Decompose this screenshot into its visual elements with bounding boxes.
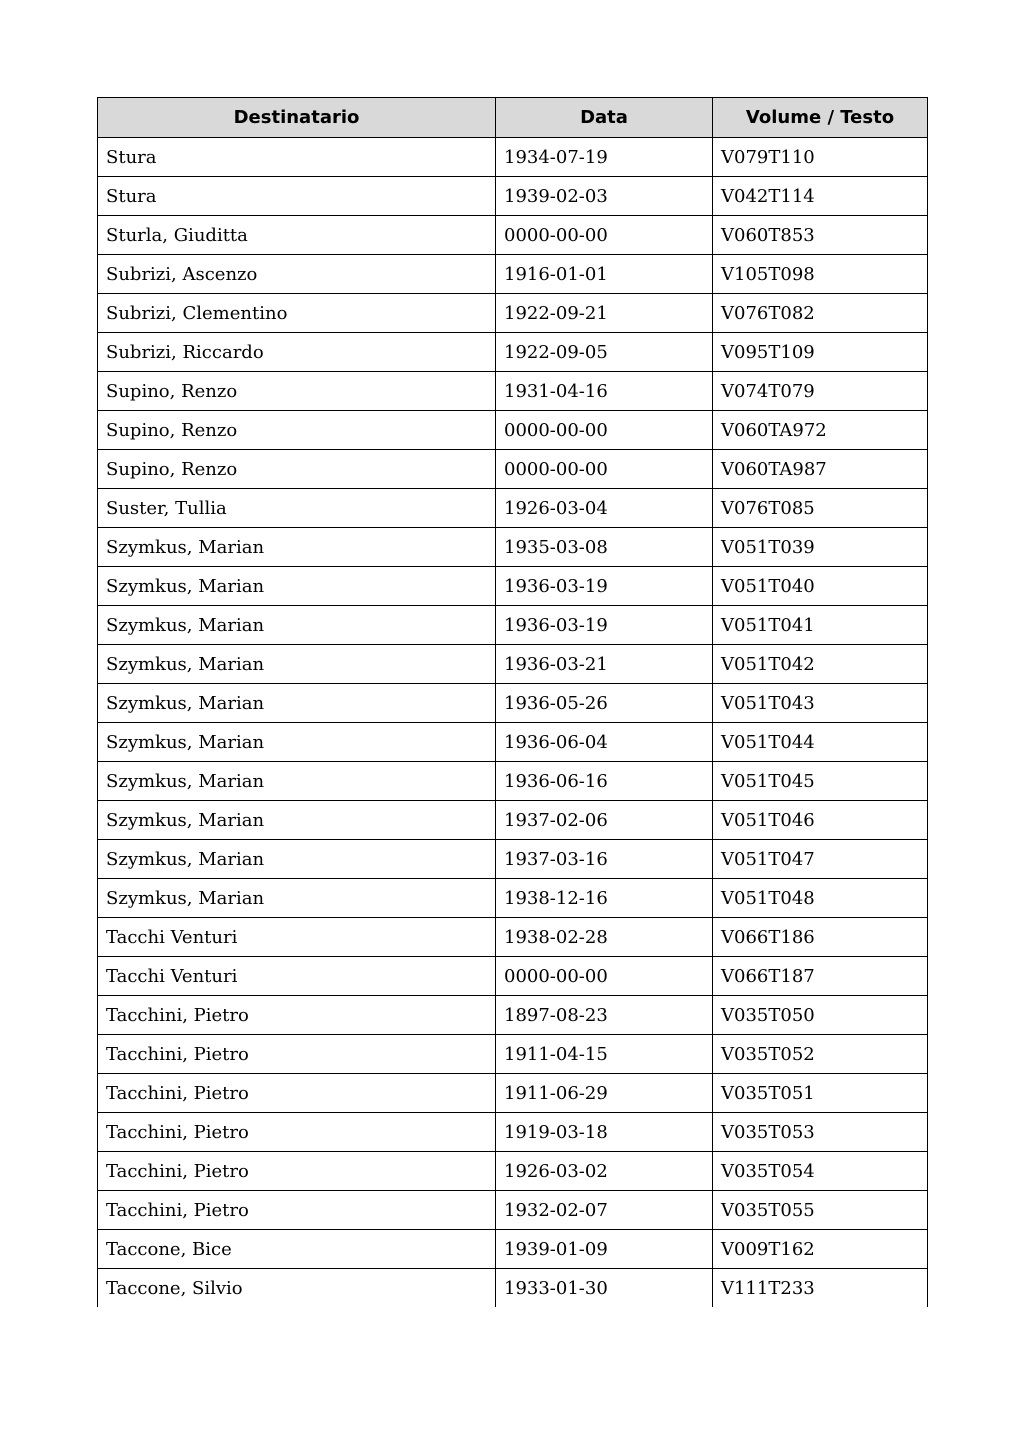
table-row (98, 1191, 928, 1230)
cell-destinatario: Subrizi, Riccardo (98, 333, 496, 372)
cell-destinatario: Szymkus, Marian (98, 606, 496, 645)
table-row (98, 528, 928, 567)
table-row (98, 801, 928, 840)
table-row (98, 567, 928, 606)
cell-data: 1938-02-28 (496, 918, 713, 957)
table-row (98, 138, 928, 177)
cell-volume-testo: V066T187 (713, 957, 928, 996)
cell-data: 1922-09-05 (496, 333, 713, 372)
cell-destinatario: Supino, Renzo (98, 411, 496, 450)
cell-volume-testo: V035T055 (713, 1191, 928, 1230)
cell-volume-testo: V105T098 (713, 255, 928, 294)
table-row (98, 957, 928, 996)
cell-volume-testo: V051T041 (713, 606, 928, 645)
cell-data: 0000-00-00 (496, 450, 713, 489)
cell-volume-testo: V051T047 (713, 840, 928, 879)
cell-destinatario: Tacchi Venturi (98, 957, 496, 996)
cell-destinatario: Tacchini, Pietro (98, 1152, 496, 1191)
table-row (98, 177, 928, 216)
cell-volume-testo: V035T053 (713, 1113, 928, 1152)
cell-destinatario: Subrizi, Ascenzo (98, 255, 496, 294)
cell-volume-testo: V051T048 (713, 879, 928, 918)
cell-destinatario: Szymkus, Marian (98, 879, 496, 918)
cell-destinatario: Tacchini, Pietro (98, 1191, 496, 1230)
table-header-row (98, 98, 928, 138)
cell-volume-testo: V060TA987 (713, 450, 928, 489)
cell-volume-testo: V051T044 (713, 723, 928, 762)
cell-destinatario: Szymkus, Marian (98, 840, 496, 879)
letters-index-table (97, 97, 928, 1307)
table-row (98, 606, 928, 645)
cell-destinatario: Szymkus, Marian (98, 762, 496, 801)
cell-data: 1933-01-30 (496, 1269, 713, 1308)
cell-destinatario: Taccone, Silvio (98, 1269, 496, 1308)
table-row (98, 684, 928, 723)
table-row (98, 1074, 928, 1113)
cell-destinatario: Suster, Tullia (98, 489, 496, 528)
cell-destinatario: Szymkus, Marian (98, 645, 496, 684)
cell-volume-testo: V035T051 (713, 1074, 928, 1113)
cell-volume-testo: V079T110 (713, 138, 928, 177)
cell-data: 1916-01-01 (496, 255, 713, 294)
cell-destinatario: Tacchini, Pietro (98, 1074, 496, 1113)
table-row (98, 411, 928, 450)
cell-destinatario: Tacchini, Pietro (98, 1113, 496, 1152)
cell-destinatario: Szymkus, Marian (98, 684, 496, 723)
cell-data: 1919-03-18 (496, 1113, 713, 1152)
cell-volume-testo: V076T085 (713, 489, 928, 528)
cell-volume-testo: V009T162 (713, 1230, 928, 1269)
table-row (98, 840, 928, 879)
cell-destinatario: Tacchini, Pietro (98, 996, 496, 1035)
cell-destinatario: Stura (98, 138, 496, 177)
cell-data: 1911-06-29 (496, 1074, 713, 1113)
cell-volume-testo: V060TA972 (713, 411, 928, 450)
cell-destinatario: Stura (98, 177, 496, 216)
table-row (98, 333, 928, 372)
cell-destinatario: Supino, Renzo (98, 372, 496, 411)
cell-volume-testo: V035T054 (713, 1152, 928, 1191)
table-row (98, 294, 928, 333)
table-row (98, 723, 928, 762)
cell-destinatario: Szymkus, Marian (98, 801, 496, 840)
cell-data: 1939-02-03 (496, 177, 713, 216)
cell-data: 1936-06-04 (496, 723, 713, 762)
cell-destinatario: Tacchi Venturi (98, 918, 496, 957)
cell-data: 1926-03-02 (496, 1152, 713, 1191)
table-row (98, 645, 928, 684)
cell-data: 1938-12-16 (496, 879, 713, 918)
cell-volume-testo: V051T045 (713, 762, 928, 801)
table-row (98, 918, 928, 957)
cell-destinatario: Supino, Renzo (98, 450, 496, 489)
table-row (98, 255, 928, 294)
cell-data: 1936-03-19 (496, 606, 713, 645)
table-row (98, 1269, 928, 1308)
cell-volume-testo: V051T040 (713, 567, 928, 606)
cell-data: 0000-00-00 (496, 957, 713, 996)
table-row (98, 1113, 928, 1152)
cell-destinatario: Sturla, Giuditta (98, 216, 496, 255)
table-row (98, 996, 928, 1035)
cell-volume-testo: V035T052 (713, 1035, 928, 1074)
cell-data: 1939-01-09 (496, 1230, 713, 1269)
cell-data: 1931-04-16 (496, 372, 713, 411)
cell-destinatario: Subrizi, Clementino (98, 294, 496, 333)
table-row (98, 489, 928, 528)
table-row (98, 879, 928, 918)
table-row (98, 762, 928, 801)
table-body (98, 138, 928, 1308)
cell-data: 1911-04-15 (496, 1035, 713, 1074)
cell-data: 0000-00-00 (496, 216, 713, 255)
cell-data: 1936-05-26 (496, 684, 713, 723)
cell-data: 1936-03-19 (496, 567, 713, 606)
table-row (98, 1230, 928, 1269)
header-volume-testo: Volume / Testo (713, 98, 928, 138)
cell-destinatario: Tacchini, Pietro (98, 1035, 496, 1074)
cell-data: 1937-03-16 (496, 840, 713, 879)
document-page (97, 97, 927, 1307)
header-destinatario: Destinatario (98, 98, 496, 138)
cell-data: 1937-02-06 (496, 801, 713, 840)
cell-data: 1897-08-23 (496, 996, 713, 1035)
cell-volume-testo: V060T853 (713, 216, 928, 255)
cell-data: 1936-03-21 (496, 645, 713, 684)
cell-data: 0000-00-00 (496, 411, 713, 450)
cell-data: 1935-03-08 (496, 528, 713, 567)
cell-data: 1926-03-04 (496, 489, 713, 528)
cell-volume-testo: V111T233 (713, 1269, 928, 1308)
cell-destinatario: Szymkus, Marian (98, 723, 496, 762)
header-data: Data (496, 98, 713, 138)
cell-data: 1932-02-07 (496, 1191, 713, 1230)
cell-volume-testo: V035T050 (713, 996, 928, 1035)
cell-volume-testo: V074T079 (713, 372, 928, 411)
cell-data: 1922-09-21 (496, 294, 713, 333)
table-row (98, 450, 928, 489)
cell-volume-testo: V051T042 (713, 645, 928, 684)
cell-volume-testo: V051T046 (713, 801, 928, 840)
cell-destinatario: Szymkus, Marian (98, 528, 496, 567)
table-row (98, 372, 928, 411)
table-row (98, 216, 928, 255)
table-row (98, 1035, 928, 1074)
cell-destinatario: Szymkus, Marian (98, 567, 496, 606)
cell-destinatario: Taccone, Bice (98, 1230, 496, 1269)
cell-data: 1936-06-16 (496, 762, 713, 801)
cell-volume-testo: V066T186 (713, 918, 928, 957)
cell-volume-testo: V076T082 (713, 294, 928, 333)
cell-volume-testo: V051T039 (713, 528, 928, 567)
table-row (98, 1152, 928, 1191)
cell-volume-testo: V051T043 (713, 684, 928, 723)
cell-volume-testo: V042T114 (713, 177, 928, 216)
cell-volume-testo: V095T109 (713, 333, 928, 372)
cell-data: 1934-07-19 (496, 138, 713, 177)
